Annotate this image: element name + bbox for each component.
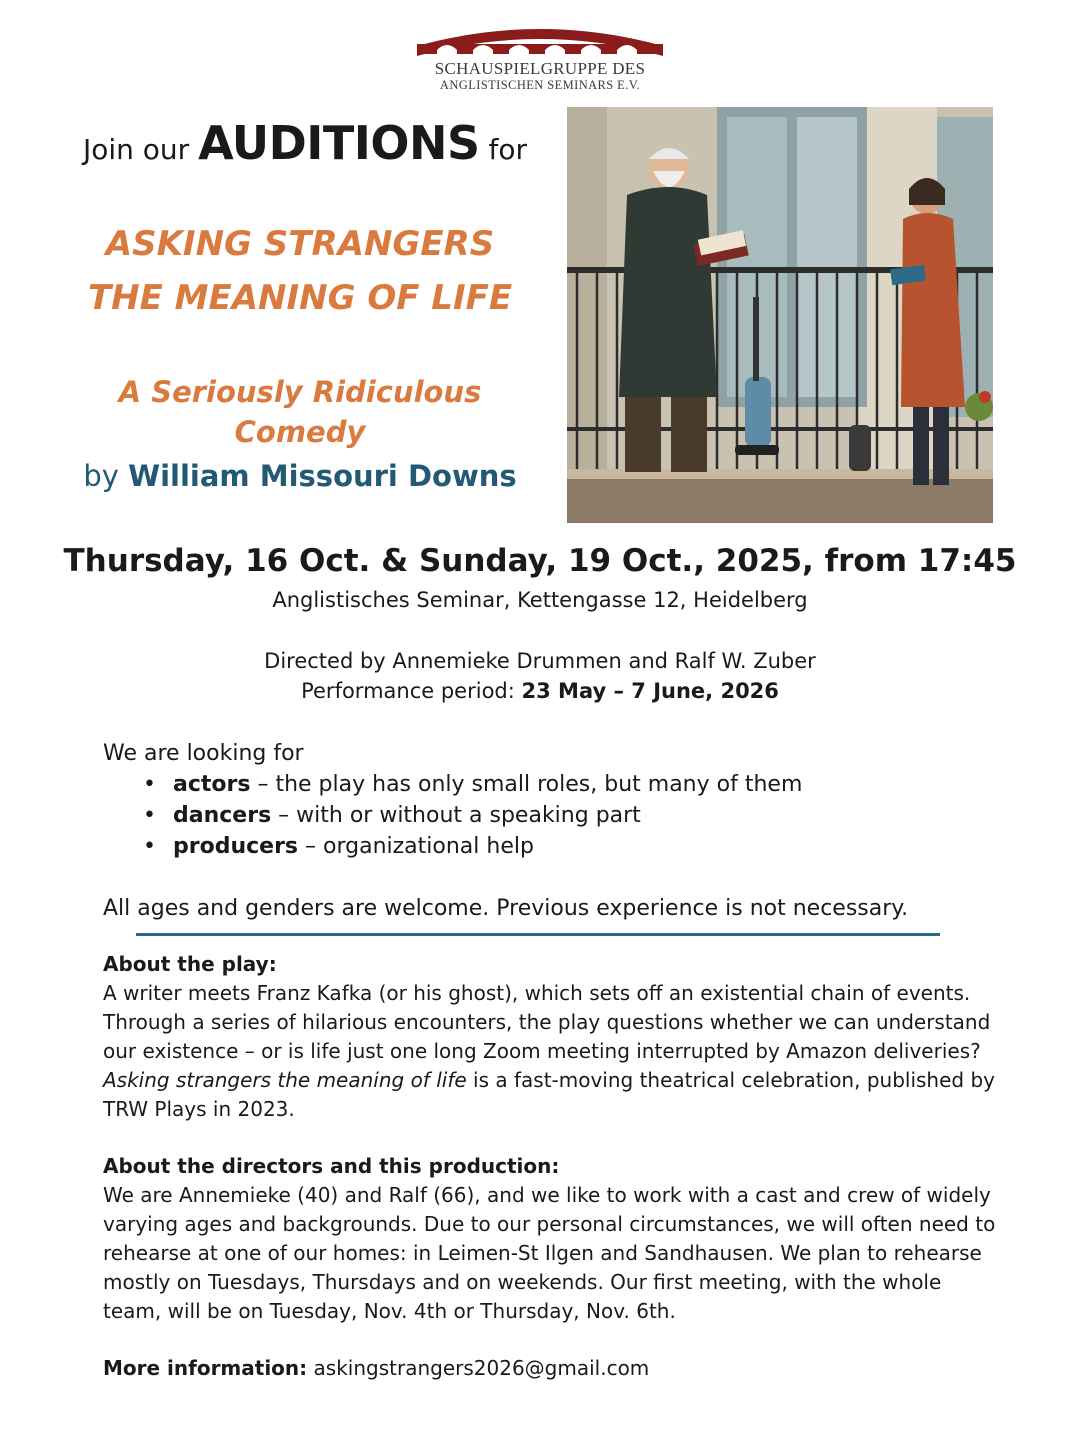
audition-dates: Thursday, 16 Oct. & Sunday, 19 Oct., 2025, from 17:45 [63,543,1017,579]
list-item [103,831,983,862]
roles-list [103,769,983,862]
headline [60,108,550,185]
directed-by: Directed by Annemieke Drummen and Ralf W. Zuber [264,649,816,673]
role-desc: – the play has only small roles, but many of them [250,772,803,797]
about-directors-heading: About the directors and this production: [103,1154,560,1178]
contact-label: More information: [103,1356,308,1380]
role-desc: – organizational help [298,834,534,859]
more-information [103,1354,1003,1383]
about-body-title: Asking strangers the meaning of life [103,1068,467,1092]
headline-pre: Join our [82,133,190,166]
period-label: Performance period: [301,679,515,703]
looking-for-intro: We are looking for [103,741,304,766]
venue: Anglistisches Seminar, Kettengasse 12, Heidelberg [272,588,808,612]
contact-email[interactable]: askingstrangers2026@gmail.com [313,1356,650,1380]
about-directors-body: We are Annemieke (40) and Ralf (66), and we like to work with a cast and crew of widely varying ages and backgrounds. Due to our personal circumstances, we will often need to rehearse at one of our homes: in Leimen-St Ilgen and Sandhausen. We plan to rehearse mostly on Tuesdays, Thursdays and on weekends. Our first meeting, with the whole team, will be on Tuesday, Nov. 4th or Thursday, Nov. 6th. [103,1183,996,1323]
about-play-body [103,979,1003,1124]
balcony-illustration [567,107,993,523]
section-divider [136,933,940,936]
bullet-icon: • [143,803,156,828]
list-item [103,769,983,800]
bullet-icon: • [143,772,156,797]
welcome-note: All ages and genders are welcome. Previous experience is not necessary. [103,896,909,921]
byline [60,456,540,496]
about-body-2: is a fast-moving theatrical celebration, published by TRW Plays in 2023. [103,1068,995,1121]
logo-line-2: ANGLISTISCHEN SEMINARS E.V. [439,78,641,92]
about-body-1: A writer meets Franz Kafka (or his ghost), which sets off an existential chain of events. Through a series of hilarious encounters, the play questions whether we can understand our existence – or is life just one long Zoom meeting interrupted by Amazon deliveries? [103,981,991,1063]
role-name: producers [173,834,299,859]
performance-period [40,676,1040,706]
list-item [103,800,983,831]
play-title-line-2: THE MEANING OF LIFE [87,278,513,318]
bullet-icon: • [143,834,156,859]
arches-logo-icon [415,26,665,60]
about-play-heading: About the play: [103,952,277,976]
author-name: William Missouri Downs [128,459,517,493]
headline-auditions: AUDITIONS [198,116,480,170]
period-value: 23 May – 7 June, 2026 [521,679,779,703]
headline-post: for [488,133,528,166]
group-logo [408,26,672,102]
role-name: dancers [173,803,272,828]
play-title-line-1: ASKING STRANGERS [105,224,495,264]
role-desc: – with or without a speaking part [271,803,641,828]
byline-by: by [83,459,119,493]
role-name: actors [173,772,251,797]
play-subtitle: A Seriously Ridiculous Comedy [118,375,482,449]
logo-line-1: SCHAUSPIELGRUPPE DES [434,59,646,78]
